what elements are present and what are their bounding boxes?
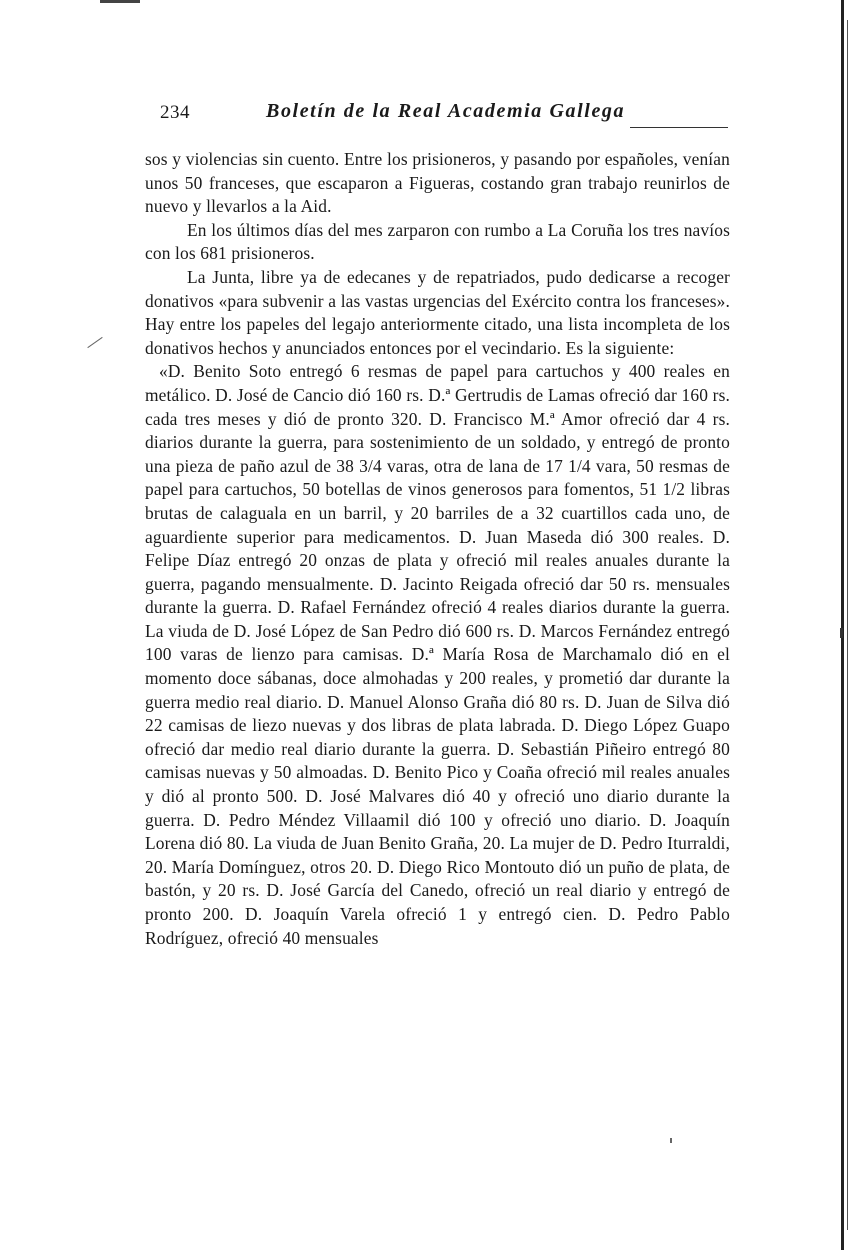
paragraph-donatives-list: «D. Benito Soto entregó 6 resmas de papel para cartuchos y 400 reales en metálico. D. José de Cancio dió 160 rs. D.ª Gertrudis de Lamas ofreció dar 160 rs. cada tres meses y dió de pronto 320. D. Francisco M.ª Amor ofreció dar 4 rs. diarios durante la guerra, para sostenimiento de un soldado, y entregó de pronto una pieza de paño azul de 38 3/4 varas, otra de lana de 17 1/4 vara, 50 resmas de papel para cartuchos, 50 botellas de vinos generosos para fomentos, 51 1/2 libras brutas de calaguala en un barril, y 20 barriles de a 32 cuartillos cada uno, de aguardiente superior para medicamentos. D. Juan Maseda dió 300 reales. D. Felipe Díaz entregó 20 onzas de plata y ofreció mil reales anuales durante la guerra, pagando mensualmente. D. Jacinto Reigada ofreció dar 50 rs. mensuales durante la guerra. D. Rafael Fernández ofreció 4 reales diarios durante la guerra. La viuda de D. José López de San Pedro dió 600 rs. D. Marcos Fernández entregó 100 varas de lienzo para camisas. D.ª María Rosa de Marchamalo dió en el momento doce sábanas, doce almohadas y 200 reales, y prometió dar durante la guerra medio real diario. D. Manuel Alonso Graña dió 80 rs. D. Juan de Silva dió 22 camisas de liezo nuevas y dos libras de plata labrada. D. Diego López Guapo ofreció dar medio real diario durante la guerra. D. Sebastián Piñeiro entregó 80 camisas nuevas y 50 almoadas. D. Benito Pico y Coaña ofreció mil reales anuales y dió al pronto 500. D. José Malvares dió 40 y ofreció uno diario durante la guerra. D. Pedro Méndez Villaamil dió 100 y ofreció uno diario. D. Joaquín Lorena dió 80. La viuda de Juan Benito Graña, 20. La mujer de D. Pedro Iturraldi, 20. María Domínguez, otros 20. D. Diego Rico Montouto dió un puño de plata, de bastón, y 20 rs. D. José García del Canedo, ofreció un real diario y entregó de pronto 200. D. Joaquín Varela ofreció 1 y entregó cien. D. Pedro Pablo Rodríguez, ofreció 40 mensuales <box>145 361 730 948</box>
page-header <box>146 100 730 128</box>
scan-artifact-top <box>100 0 140 3</box>
stray-dot <box>670 1138 672 1143</box>
scan-edge-right-inner <box>847 20 848 1230</box>
paragraph-continuation: sos y violencias sin cuento. Entre los prisioneros, y pasando por españoles, venían unos 50 franceses, que escaparon a Figueras, costando gran trabajo reunirlos de nuevo y llevarlos a la Aid. <box>145 149 730 217</box>
margin-mark <box>840 628 843 638</box>
page-number: 234 <box>160 102 190 123</box>
body-text <box>145 148 730 950</box>
paragraph-junta: La Junta, libre ya de edecanes y de repatriados, pudo dedicarse a recoger donativos «para subvenir a las vastas urgencias del Exército contra los franceses». Hay entre los papeles del legajo anteriormente citado, una lista incompleta de los donativos hechos y anunciados entonces por el vecindario. Es la siguiente: <box>145 266 730 358</box>
running-title: Boletín de la Real Academia Gallega <box>266 100 626 122</box>
paragraph-ships: En los últimos días del mes zarparon con rumbo a La Coruña los tres navíos con los 681 prisioneros. <box>145 219 730 264</box>
scan-edge-right <box>841 0 844 1250</box>
stray-pen-mark <box>87 337 102 348</box>
header-rule <box>630 127 728 128</box>
